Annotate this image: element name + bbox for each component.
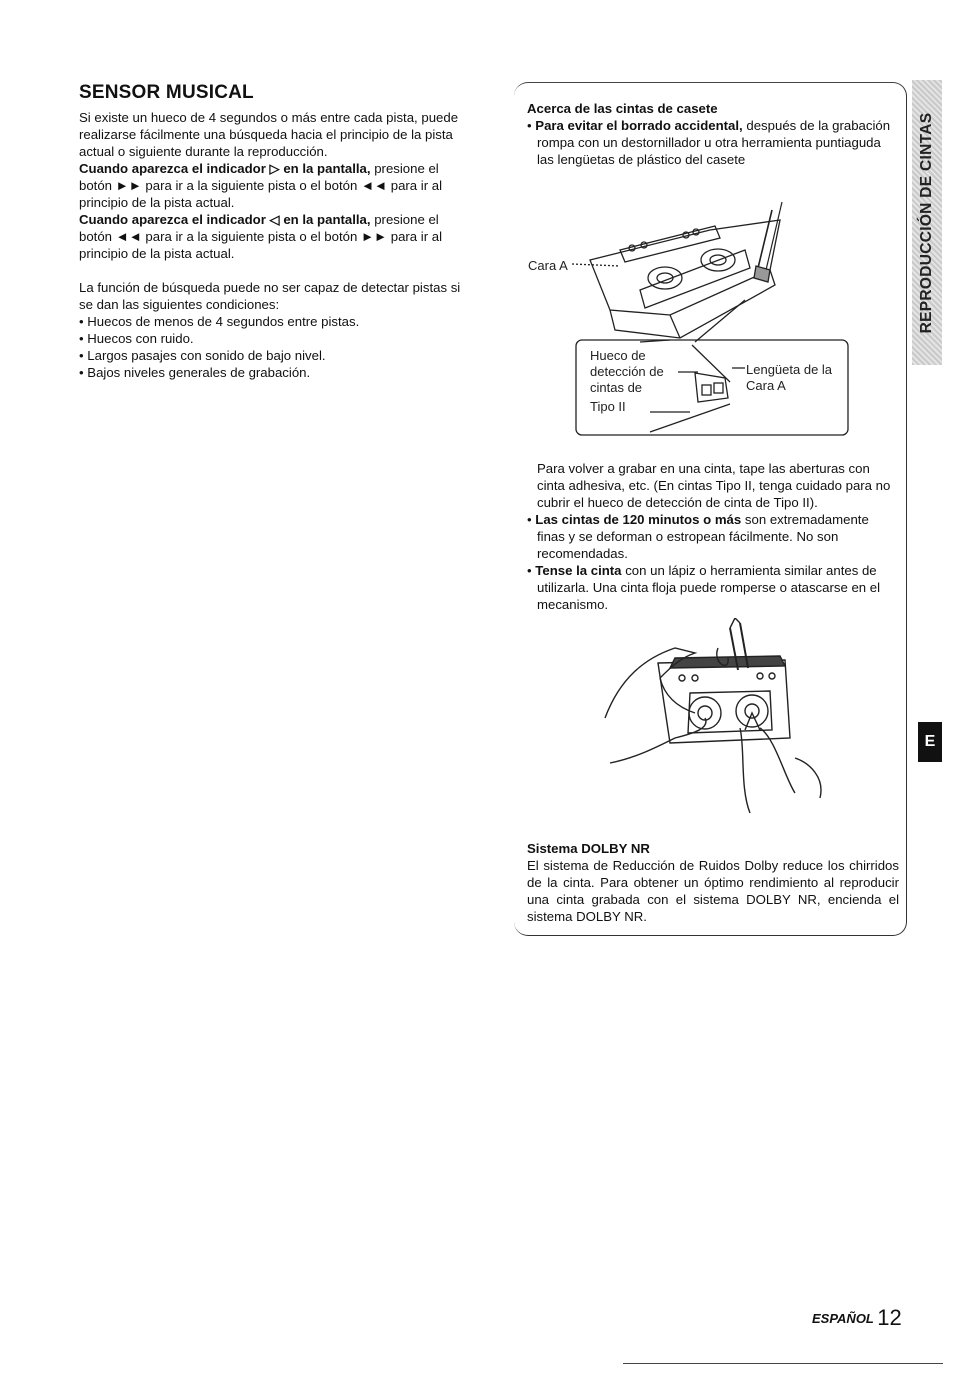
- label-hueco-3: cintas de: [590, 380, 643, 395]
- instruction-reverse-text: presione el botón ◄◄ para ir a la siguiente pista o el botón ►► para ir al principio de la pista actual.: [79, 212, 443, 261]
- bullet-tense-lead: Tense la cinta: [535, 563, 622, 578]
- intro-paragraph: Si existe un hueco de 4 segundos o más entre cada pista, puede realizarse fácilmente una búsqueda hacia el principio de la pista actual o siguiente durante la reproducción.: [79, 110, 459, 159]
- instruction-forward-text: presione el botón ►► para ir a la siguiente pista o el botón ◄◄ para ir al principio de la pista actual.: [79, 161, 443, 210]
- left-column: [79, 84, 471, 381]
- cassette-section: [527, 100, 899, 168]
- dolby-heading: Sistema DOLBY NR: [527, 841, 650, 856]
- language-tab: E: [918, 722, 942, 762]
- cassette-heading: Acerca de las cintas de casete: [527, 101, 718, 116]
- cassette-tab-diagram: [520, 190, 900, 445]
- bullet-120min: • Las cintas de 120 minutos o más son extremadamente finas y se deforman o estropean fácilmente. No son recomendadas.: [527, 512, 869, 561]
- page-footer: [812, 1305, 902, 1331]
- conditions-list: [79, 313, 471, 381]
- side-tab-label: REPRODUCCIÓN DE CINTAS: [918, 112, 935, 333]
- label-lengueta-1: Lengüeta de la: [746, 362, 833, 377]
- bullet-erase-lead: Para evitar el borrado accidental,: [535, 118, 743, 133]
- label-lengueta-2: Cara A: [746, 378, 786, 393]
- label-hueco-4: Tipo II: [590, 399, 626, 414]
- bullet-120min-lead: Las cintas de 120 minutos o más: [535, 512, 742, 527]
- instruction-reverse: [79, 211, 471, 262]
- dolby-paragraph: El sistema de Reducción de Ruidos Dolby reduce los chirridos de la cinta. Para obtener un óptimo rendimiento al reproducir una cinta grabada con el sistema DOLBY NR, encienda el sistema DOLBY NR.: [527, 858, 899, 924]
- label-hueco-1: Hueco de: [590, 348, 646, 363]
- page-number: 12: [877, 1305, 902, 1330]
- bullet-erase-text: después de la grabación rompa con un destornillador u otra herramienta puntiaguda las lengüetas de plástico del casete: [537, 118, 891, 167]
- instruction-forward: [79, 160, 471, 211]
- section-title: SENSOR MUSICAL: [79, 82, 254, 103]
- dolby-section: [527, 840, 899, 925]
- label-hueco-2: detección de: [590, 364, 664, 379]
- bullet-120min-text: son extremadamente finas y se deforman o estropean fácilmente. No son recomendadas.: [537, 512, 869, 561]
- list-item: • Huecos de menos de 4 segundos entre pistas.: [79, 313, 471, 330]
- instruction-reverse-lead: Cuando aparezca el indicador ◁ en la pantalla,: [79, 212, 371, 227]
- list-item: • Bajos niveles generales de grabación.: [79, 364, 471, 381]
- list-item: • Largos pasajes con sonido de bajo nivel.: [79, 347, 471, 364]
- bullet-erase: • Para evitar el borrado accidental, después de la grabación rompa con un destornillador u otra herramienta puntiaguda las lengüetas de plástico del casete: [527, 118, 891, 167]
- instruction-forward-lead: Cuando aparezca el indicador ▷ en la pantalla,: [79, 161, 371, 176]
- footer-language: ESPAÑOL: [812, 1311, 874, 1326]
- side-section-tab: [912, 80, 942, 365]
- bullet-tense-text: con un lápiz o herramienta similar antes de utilizarla. Una cinta floja puede romperse o atascarse en el mecanismo.: [537, 563, 881, 612]
- tighten-tape-illustration: [600, 618, 830, 818]
- cassette-section-cont: [527, 460, 899, 613]
- bullet-tense: • Tense la cinta con un lápiz o herramienta similar antes de utilizarla. Una cinta floja puede romperse o atascarse en el mecanismo.: [527, 563, 881, 612]
- limitations-paragraph: La función de búsqueda puede no ser capaz de detectar pistas si se dan las siguientes condiciones:: [79, 280, 461, 312]
- list-item: • Huecos con ruido.: [79, 330, 471, 347]
- footer-rule: [623, 1363, 943, 1364]
- label-cara-a: Cara A: [528, 258, 568, 273]
- rerecord-paragraph: Para volver a grabar en una cinta, tape las aberturas con cinta adhesiva, etc. (En cintas Tipo II, tenga cuidado para no cubrir el hueco de detección de cinta de Tipo II).: [537, 461, 891, 510]
